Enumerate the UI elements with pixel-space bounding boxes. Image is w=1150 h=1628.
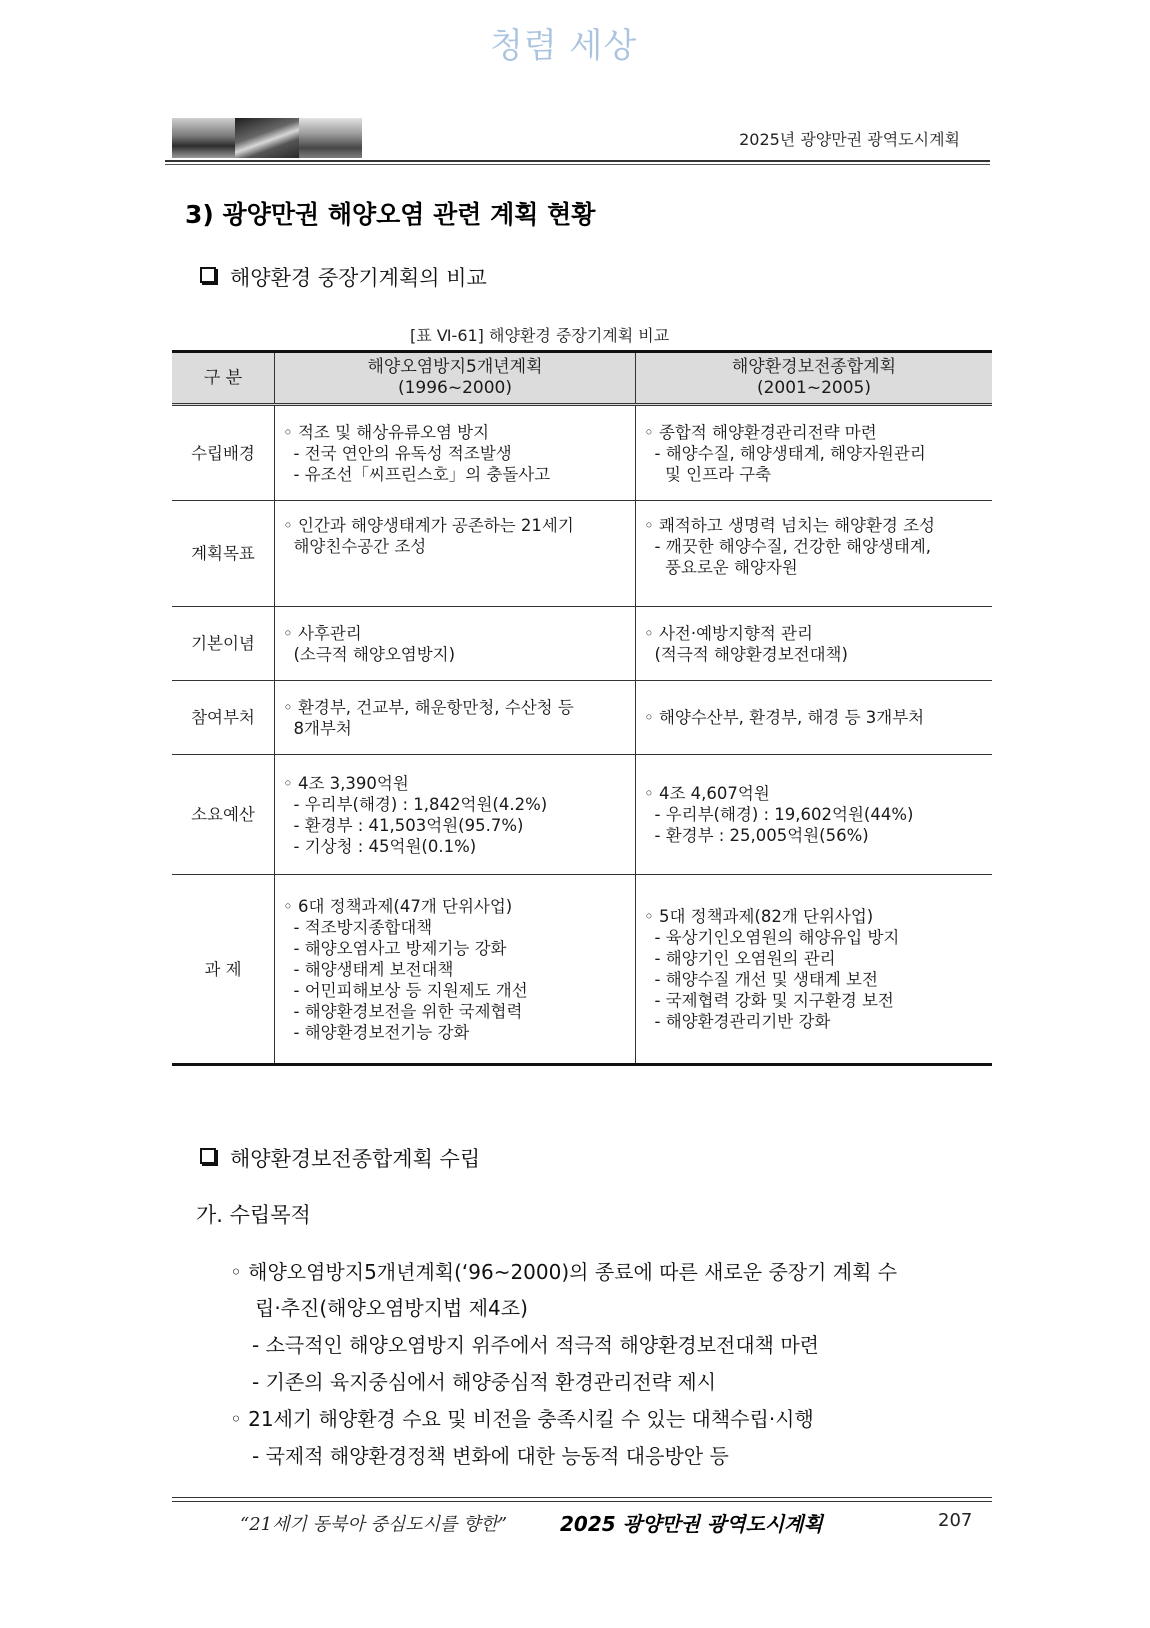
item-heading: 가. 수립목적 (196, 1203, 311, 1227)
header-photo (172, 118, 235, 158)
body-paragraph: - 기존의 육지중심에서 해양중심적 환경관리전략 제시 (252, 1370, 717, 1394)
table-row (172, 875, 992, 1065)
table-header-row (172, 352, 992, 405)
section-title: 3) 광양만권 해양오염 관련 계획 현황 (185, 200, 596, 229)
footer-rule (172, 1501, 992, 1502)
body-paragraph: - 국제적 해양환경정책 변화에 대한 능동적 대응방안 등 (252, 1444, 729, 1468)
table-cell: ◦ 인간과 해양생태계가 공존하는 21세기 해양친수공간 조성 (275, 501, 636, 607)
table-cell: ◦ 사전·예방지향적 관리 (적극적 해양환경보전대책) (636, 607, 993, 681)
body-paragraph: 립·추진(해양오염방지법 제4조) (255, 1296, 528, 1320)
subsection-heading (200, 1143, 480, 1173)
comparison-table (172, 350, 992, 1066)
table-cell: ◦ 4조 3,390억원 - 우리부(해경) : 1,842억원(4.2%) - 환경부 : 41,503억원(95.7%) - 기상청 : 45억원(0.1%) (275, 755, 636, 875)
table-row (172, 501, 992, 607)
header-photo (299, 118, 362, 158)
table-cell: ◦ 쾌적하고 생명력 넘치는 해양환경 조성 - 깨끗한 해양수질, 건강한 해양생태계, 풍요로운 해양자원 (636, 501, 993, 607)
running-header-title: 2025년 광양만권 광역도시계획 (739, 130, 960, 149)
table-header-cell: 구 분 (172, 352, 275, 405)
row-label: 참여부처 (172, 681, 275, 755)
table-header-cell: 해양오염방지5개년계획 (1996~2000) (275, 352, 636, 405)
table-cell: ◦ 5대 정책과제(82개 단위사업) - 육상기인오염원의 해양유입 방지 - 해양기인 오염원의 관리 - 해양수질 개선 및 생태계 보전 - 국제협력 강화 및 지구환경 보전 - 해양환경관리기반 강화 (636, 875, 993, 1065)
footer-rule (172, 1497, 992, 1498)
row-label: 과 제 (172, 875, 275, 1065)
body-paragraph: - 소극적인 해양오염방지 위주에서 적극적 해양환경보전대책 마련 (252, 1333, 820, 1357)
row-label: 계획목표 (172, 501, 275, 607)
footer-title: 2025 광양만권 광역도시계획 (560, 1512, 823, 1536)
table-row (172, 405, 992, 501)
table-cell: ◦ 4조 4,607억원 - 우리부(해경) : 19,602억원(44%) - 환경부 : 25,005억원(56%) (636, 755, 993, 875)
row-label: 기본이념 (172, 607, 275, 681)
header-photo (235, 118, 298, 158)
table-cell: ◦ 적조 및 해상유류오염 방지 - 전국 연안의 유독성 적조발생 - 유조선「씨프린스호」의 충돌사고 (275, 405, 636, 501)
logo (490, 18, 637, 67)
table-cell: ◦ 해양수산부, 환경부, 해경 등 3개부처 (636, 681, 993, 755)
table-row (172, 755, 992, 875)
body-paragraph: ◦ 21세기 해양환경 수요 및 비전을 충족시킬 수 있는 대책수립·시행 (230, 1407, 814, 1431)
subsection-heading-text: 해양환경보전종합계획 수립 (230, 1147, 481, 1171)
table-row (172, 681, 992, 755)
subsection-heading (200, 262, 487, 292)
row-label: 수립배경 (172, 405, 275, 501)
checkbox-bullet-icon (200, 267, 216, 283)
table-cell: ◦ 사후관리 (소극적 해양오염방지) (275, 607, 636, 681)
header-photo-strip (172, 118, 362, 158)
table-cell: ◦ 6대 정책과제(47개 단위사업) - 적조방지종합대책 - 해양오염사고 방제기능 강화 - 해양생태계 보전대책 - 어민피해보상 등 지원제도 개선 - 해양환경보전을 위한 국제협력 - 해양환경보전기능 강화 (275, 875, 636, 1065)
table-row (172, 607, 992, 681)
table-caption: [표 Ⅵ-61] 해양환경 중장기계획 비교 (410, 326, 670, 345)
header-rule (165, 164, 990, 165)
logo-text: 청렴 세상 (490, 26, 638, 66)
row-label: 소요예산 (172, 755, 275, 875)
body-paragraph: ◦ 해양오염방지5개년계획(‘96~2000)의 종료에 따른 새로운 중장기 계획 수 (230, 1260, 898, 1284)
header-rule (165, 160, 990, 162)
table-cell: ◦ 종합적 해양환경관리전략 마련 - 해양수질, 해양생태계, 해양자원관리 및 인프라 구축 (636, 405, 993, 501)
checkbox-bullet-icon (200, 1148, 216, 1164)
table-header-cell: 해양환경보전종합계획 (2001~2005) (636, 352, 993, 405)
table-cell: ◦ 환경부, 건교부, 해운항만청, 수산청 등 8개부처 (275, 681, 636, 755)
subsection-heading-text: 해양환경 중장기계획의 비교 (230, 266, 487, 290)
footer-slogan: “21세기 동북아 중심도시를 향한” (240, 1514, 508, 1535)
page-number: 207 (938, 1510, 973, 1531)
